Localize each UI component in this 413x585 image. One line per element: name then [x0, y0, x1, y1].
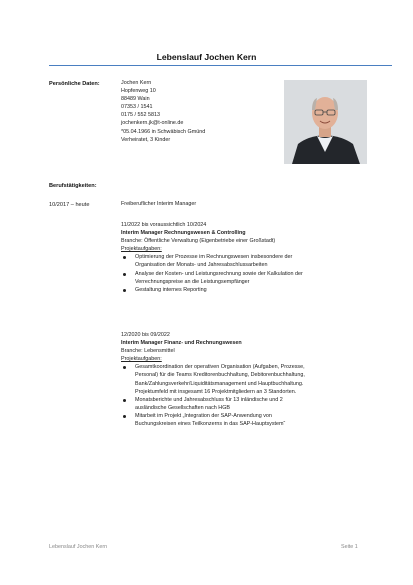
career-label: Berufstätigkeiten: [49, 183, 97, 189]
footer-title: Lebenslauf Jochen Kern [49, 544, 108, 550]
title-divider [49, 65, 392, 66]
list-item: Buchungskreisen eines Teilkonzerns in das SAP-Hauptsystem“ [135, 421, 286, 428]
list-item: Personal) für die Teams Kreditorenbuchhaltung, Debitorenbuchhaltung, [135, 372, 305, 379]
project-tasks-label: Projektaufgaben: [121, 356, 162, 363]
bullet-icon [123, 273, 126, 276]
list-item: Projektumfeld mit insgesamt 16 Projektmitgliedern an 3 Standorten. [135, 388, 297, 395]
project-2 [121, 331, 371, 428]
project-task-list [121, 253, 371, 293]
personal-line: 07353 / 1541 [121, 104, 153, 111]
personal-line: *05.04.1966 in Schwäbisch Gmünd [121, 128, 206, 135]
project-task-list [121, 363, 371, 428]
list-item: Optimierung der Prozesse im Rechnungswesen insbesondere der [121, 253, 371, 261]
personal-line: 88489 Wain [121, 96, 150, 103]
bullet-icon [123, 399, 126, 402]
project-branch: Branche: Lebensmittel [121, 348, 175, 355]
personal-data-label: Persönliche Daten: [49, 81, 100, 87]
personal-line: Verheiratet, 3 Kinder [121, 136, 171, 143]
career-role-text: Freiberuflicher Interim Manager [121, 201, 197, 207]
list-item: Analyse der Kosten- und Leistungsrechnung sowie der Kalkulation der [121, 270, 371, 278]
bullet-icon [123, 366, 126, 369]
bullet-icon [123, 256, 126, 259]
project-branch: Branche: Öffentliche Verwaltung (Eigenbetriebe einer Großstadt) [121, 238, 276, 245]
career-period: 10/2017 – heute [49, 202, 90, 208]
email-link[interactable]: jochenkern.jk@t-online.de [121, 120, 184, 127]
portrait-photo [284, 80, 367, 164]
list-item: Verrechnungspreise an die Leistungsempfänger [135, 278, 250, 285]
list-item: Monatsberichte und Jahresabschluss für 13 inländische und 2 [121, 396, 371, 404]
list-item: Bank/Zahlungsverkehr/Liquiditätsmanagement und Hauptbuchhaltung. [135, 380, 304, 387]
project-tasks-label: Projektaufgaben: [121, 246, 162, 253]
list-item: Organisation der Monats- und Jahresabschlussarbeiten [135, 262, 268, 269]
page-title: Lebenslauf Jochen Kern [156, 52, 257, 62]
project-title: Interim Manager Rechnungswesen & Controlling [121, 230, 246, 237]
bullet-icon [123, 289, 126, 292]
page-number: Seite 1 [341, 544, 358, 550]
personal-line: Jochen Kern [121, 80, 152, 86]
project-title: Interim Manager Finanz- und Rechnungswesen [121, 340, 242, 347]
personal-line: Hopfenweg 10 [121, 88, 156, 95]
personal-line: 0175 / 552 5813 [121, 112, 160, 119]
project-1 [121, 221, 371, 294]
project-dates: 11/2022 bis voraussichtlich 10/2024 [121, 222, 207, 228]
project-dates: 12/2020 bis 09/2022 [121, 332, 170, 338]
portrait-photo-icon [284, 80, 367, 164]
list-item: ausländische Gesellschaften nach HGB [135, 404, 230, 411]
list-item: Mitarbeit im Projekt „Integration der SAP-Anwendung von [121, 412, 371, 420]
career-role [121, 200, 371, 208]
list-item: Gestaltung internes Reporting [121, 286, 371, 294]
bullet-icon [123, 415, 126, 418]
list-item: Gesamtkoordination der operativen Organisation (Aufgaben, Prozesse, [121, 363, 371, 371]
